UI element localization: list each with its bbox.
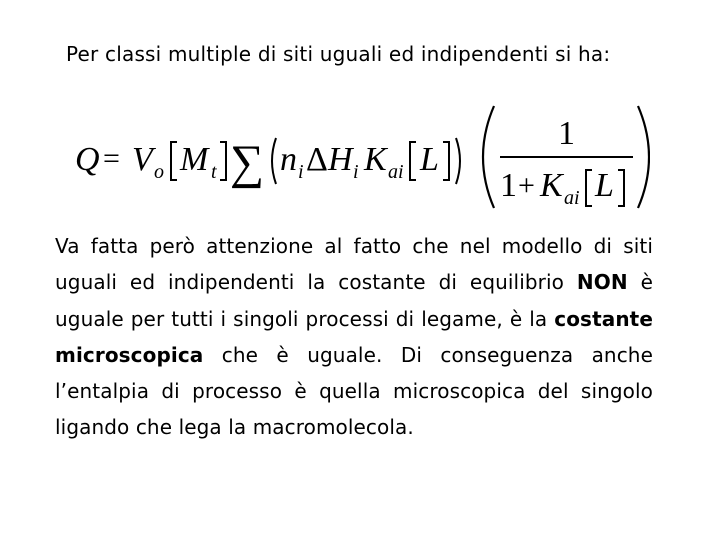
slide-heading: Per classi multiple di siti uguali ed indipendenti si ha: <box>66 42 611 66</box>
eq-bracket-left-2 <box>410 142 416 180</box>
eq-equals: = <box>103 142 120 175</box>
eq-den-K-sub: ai <box>564 187 580 209</box>
body-text-part-2: è uguale per tutti i singoli processi di legame, è la <box>55 270 653 331</box>
equation-graphic <box>70 100 650 215</box>
eq-K: K <box>364 141 387 178</box>
eq-paren-right-big <box>638 106 649 208</box>
eq-numerator: 1 <box>558 115 575 152</box>
body-text-bold-non: NON <box>576 270 628 295</box>
body-text-part-3: che è uguale. Di conseguenza anche l’entalpia di processo è quella microscopica del singolo ligando che lega la macromolecola. <box>55 342 653 440</box>
eq-bracket-left-1 <box>171 142 177 180</box>
eq-M-sub: t <box>211 161 217 183</box>
eq-H-sub: i <box>353 161 359 183</box>
eq-paren-left-1 <box>272 138 276 184</box>
eq-L: L <box>420 141 439 178</box>
eq-den-one: 1 <box>500 167 517 204</box>
eq-K-sub: ai <box>388 161 404 183</box>
eq-V: V <box>132 141 153 178</box>
body-paragraph <box>55 228 653 446</box>
eq-den-bracket-right <box>618 170 624 206</box>
eq-M: M <box>180 141 209 178</box>
eq-delta: Δ <box>306 141 328 178</box>
eq-bracket-right-1 <box>220 142 226 180</box>
eq-paren-left-big <box>483 106 494 208</box>
eq-den-K: K <box>540 167 563 204</box>
eq-V-sub: o <box>154 161 164 183</box>
eq-sum: ∑ <box>230 136 265 189</box>
eq-bracket-right-2 <box>443 142 449 180</box>
body-text-bold-costante-microscopica: costante microscopica <box>55 306 653 367</box>
eq-den-plus: + <box>518 169 535 202</box>
eq-H: H <box>328 141 353 178</box>
body-text-part-1: Va fatta però attenzione al fatto che nel modello di siti uguali ed indipendenti la costante di equilibrio <box>55 234 653 295</box>
eq-den-L: L <box>595 167 614 204</box>
eq-n-sub: i <box>298 161 304 183</box>
eq-paren-right-1 <box>456 138 460 184</box>
eq-Q: Q <box>75 141 100 178</box>
equation <box>70 100 650 215</box>
eq-n: n <box>280 141 297 178</box>
eq-den-bracket-left <box>586 170 592 206</box>
